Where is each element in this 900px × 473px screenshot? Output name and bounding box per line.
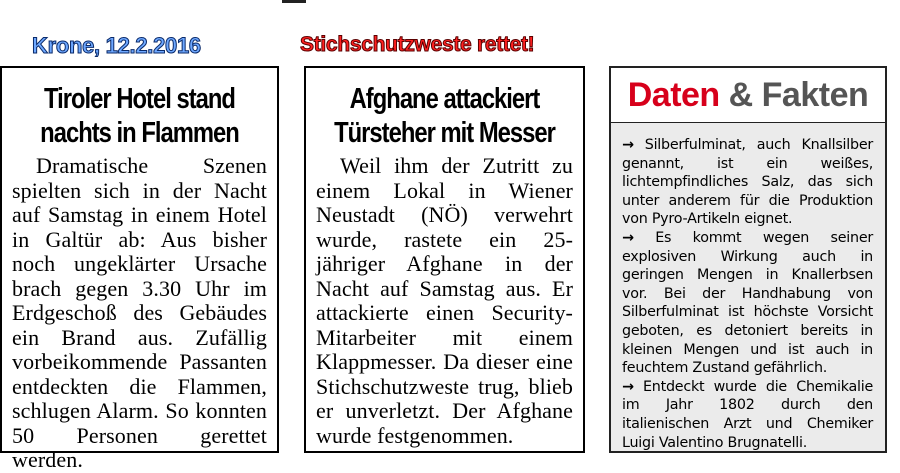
fact-item — [622, 378, 873, 452]
article-hotel-fire-headline — [10, 82, 268, 150]
article-body-text: Weil ihm der Zutritt zu einem Lokal in Wiener Neustadt (NÖ) verwehrt wurde, rastete ein 25-jähriger Afghane in der Nacht auf Samstag aus. Er attackierte einen Security-Mitarbeiter mit einem Klappmesser. Da dieser eine Stichschutzweste trug, blieb er unverletzt. Der Afghane wurde festgenommen. — [316, 153, 573, 448]
facts-title-gray: & Fakten — [728, 76, 869, 114]
note-caption: Stichschutzweste rettet! — [300, 33, 535, 56]
arrow-icon: → — [622, 229, 634, 246]
fact-text: Entdeckt wurde die Chemikalie im Jahr 1802 durch den italienischen Arzt und Chemiker Luigi Valentino Brugnatelli. — [622, 378, 873, 451]
article-body-text: Dramatische Szenen spielten sich in der Nacht auf Samstag in einem Hotel in Galtür ab: Aus bisher noch ungeklärter Ursache brach gegen 3.30 Uhr im Erdgeschoß des Gebäudes ein Brand aus. Zufällig vorbeikommende Passanten entdeckten die Flammen, schlugen Alarm. So konnten 50 Personen gerettet werden. — [12, 153, 267, 472]
fact-text: Silberfulminat, auch Knallsilber genannt, ist ein weißes, lichtempfindliches Salz, das sich unter anderem für die Produktion von Pyro-Artikeln eignet. — [622, 137, 874, 228]
article-afghan-attack — [304, 66, 585, 453]
arrow-icon: → — [622, 137, 634, 153]
arrow-icon: → — [622, 378, 634, 395]
headline-line: Afghane attackiert — [349, 83, 540, 115]
source-caption: Krone, 12.2.2016 — [32, 33, 201, 58]
fact-item — [622, 229, 873, 378]
facts-title — [611, 68, 885, 123]
facts-box — [609, 66, 887, 453]
facts-title-red: Daten — [627, 76, 720, 114]
headline-line: Türsteher mit Messer — [334, 117, 555, 149]
fact-text: Es kommt wegen seiner explosiven Wirkung auch in geringen Mengen in Knallerbsen vor. Bei der Handhabung von Silberfulminat ist höchste Vorsicht geboten, es detoniert bereits in kleinen Mengen und ist auch in feuchtem Zustand gefährlich. — [622, 229, 873, 377]
article-afghan-attack-headline — [315, 82, 575, 150]
article-afghan-attack-body — [306, 154, 583, 448]
headline-line: nachts in Flammen — [40, 117, 239, 149]
facts-list — [611, 123, 885, 452]
top-rule — [282, 0, 306, 3]
article-hotel-fire — [0, 66, 279, 472]
article-hotel-fire-body — [2, 154, 277, 473]
headline-line: Tiroler Hotel stand — [44, 83, 235, 115]
fact-item — [622, 136, 873, 229]
